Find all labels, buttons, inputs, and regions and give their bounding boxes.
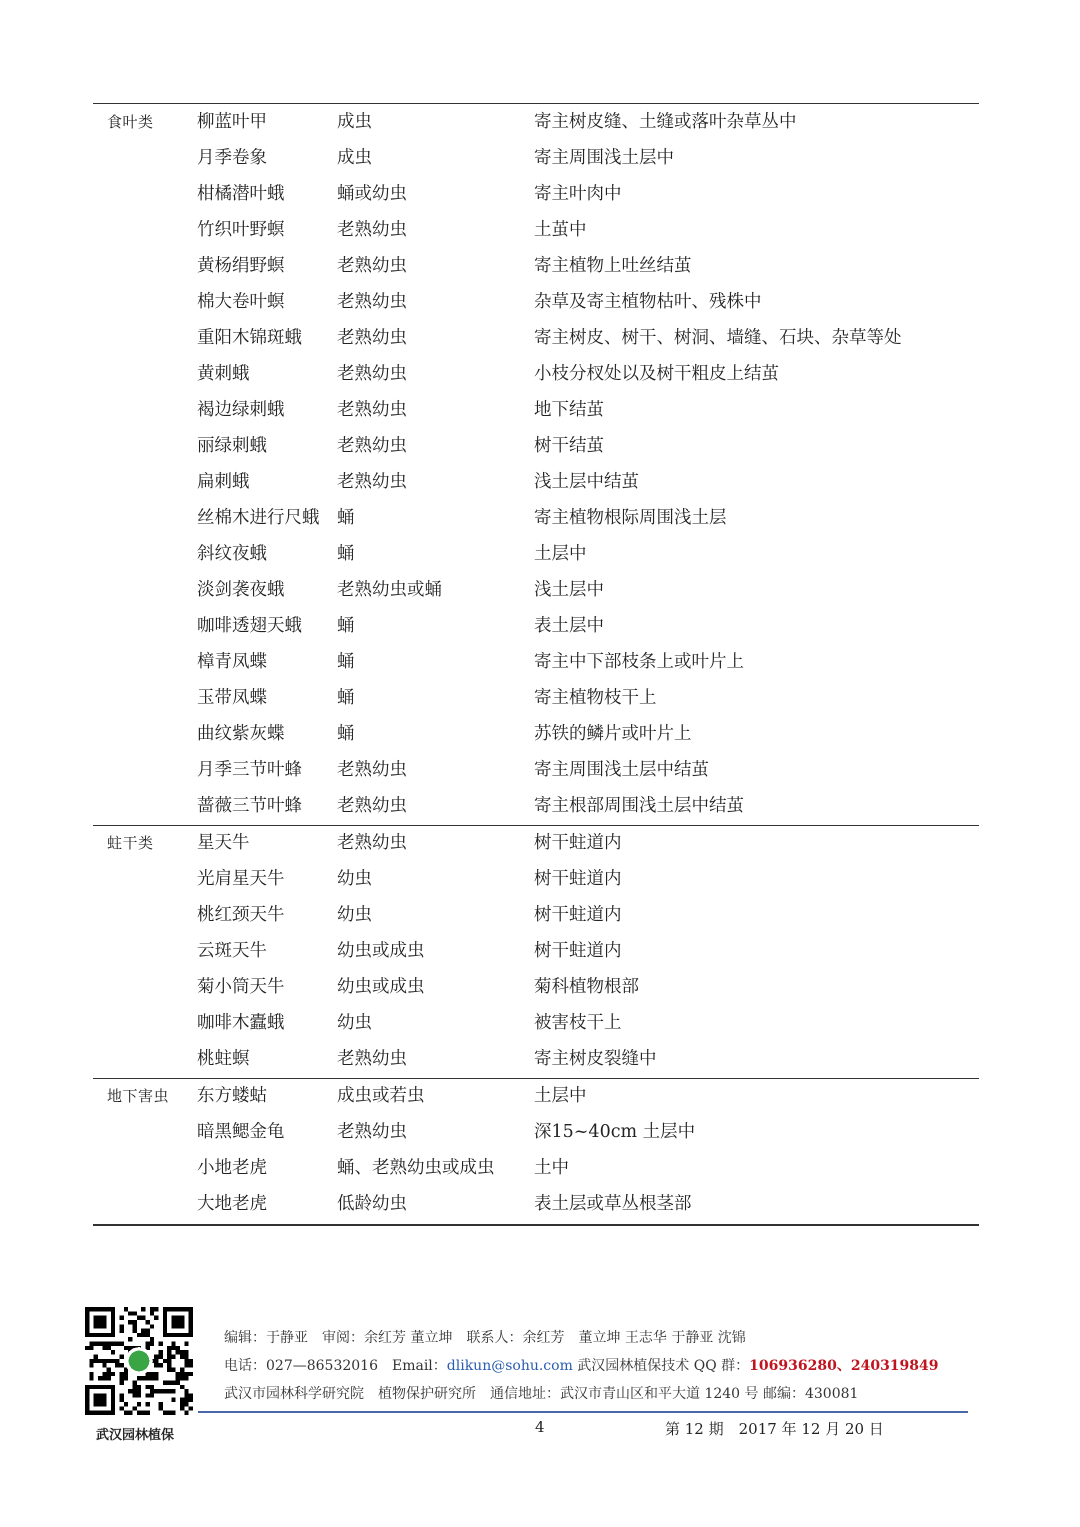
table-row <box>93 464 979 500</box>
overwinter-site: 土层中 <box>534 544 587 564</box>
overwinter-stage: 老熟幼虫 <box>337 1122 407 1142</box>
pest-name: 棉大卷叶螟 <box>197 292 285 312</box>
table-row <box>93 716 979 752</box>
overwinter-stage: 蛹 <box>337 724 355 744</box>
pest-name: 褐边绿刺蛾 <box>197 400 285 420</box>
overwinter-site: 表土层中 <box>534 616 604 636</box>
overwinter-stage: 幼虫 <box>337 1013 372 1033</box>
table-row <box>93 788 979 824</box>
overwinter-stage: 成虫 <box>337 112 372 132</box>
overwinter-stage: 老熟幼虫 <box>337 364 407 384</box>
overwinter-stage: 老熟幼虫 <box>337 760 407 780</box>
category-label: 食叶类 <box>107 113 154 131</box>
table-row <box>93 500 979 536</box>
pest-name: 玉带凤蝶 <box>197 688 267 708</box>
contact-line <box>224 1355 939 1375</box>
table-row <box>93 212 979 248</box>
table-row <box>93 320 979 356</box>
overwinter-site: 树干蛀道内 <box>534 869 622 889</box>
pest-name: 大地老虎 <box>197 1194 267 1214</box>
category-label: 蛀干类 <box>107 834 154 852</box>
table-row <box>93 356 979 392</box>
pest-name: 淡剑袭夜蛾 <box>197 580 285 600</box>
pest-name: 柑橘潜叶蛾 <box>197 184 285 204</box>
page-number: 4 <box>535 1418 545 1436</box>
pest-name: 云斑天牛 <box>197 941 267 961</box>
overwinter-site: 寄主叶肉中 <box>534 184 622 204</box>
overwinter-stage: 老熟幼虫 <box>337 220 407 240</box>
table-row <box>93 392 979 428</box>
overwinter-stage: 老熟幼虫 <box>337 833 407 853</box>
table-row <box>93 536 979 572</box>
overwinter-stage: 成虫或若虫 <box>337 1086 425 1106</box>
overwinter-site: 浅土层中结茧 <box>534 472 639 492</box>
pest-name: 斜纹夜蛾 <box>197 544 267 564</box>
overwinter-site: 寄主树皮裂缝中 <box>534 1049 657 1069</box>
pest-name: 扁刺蛾 <box>197 472 250 492</box>
overwinter-stage: 幼虫或成虫 <box>337 941 425 961</box>
table-row <box>93 933 979 969</box>
table-row <box>93 284 979 320</box>
overwinter-site: 小枝分杈处以及树干粗皮上结茧 <box>534 364 779 384</box>
overwinter-site: 寄主树皮、树干、树洞、墙缝、石块、杂草等处 <box>534 328 902 348</box>
pest-name: 丝棉木进行尺蛾 <box>197 508 320 528</box>
overwinter-site: 树干蛀道内 <box>534 833 622 853</box>
overwinter-stage: 蛹 <box>337 616 355 636</box>
address-line: 武汉市园林科学研究院 植物保护研究所 通信地址：武汉市青山区和平大道 1240 号 邮编：430081 <box>224 1386 859 1402</box>
table-row <box>93 1186 979 1222</box>
overwinter-stage: 蛹 <box>337 688 355 708</box>
pest-name: 菊小筒天牛 <box>197 977 285 997</box>
table-row <box>93 825 979 861</box>
table-row <box>93 680 979 716</box>
qr-label: 武汉园林植保 <box>96 1428 175 1443</box>
overwinter-site: 寄主周围浅土层中 <box>534 148 674 168</box>
pest-name: 星天牛 <box>197 833 250 853</box>
overwinter-site: 深15~40cm 土层中 <box>534 1122 696 1142</box>
pest-name: 暗黑鳃金龟 <box>197 1122 285 1142</box>
overwinter-stage: 成虫 <box>337 148 372 168</box>
overwinter-site: 寄主树皮缝、土缝或落叶杂草丛中 <box>534 112 797 132</box>
overwinter-site: 树干蛀道内 <box>534 941 622 961</box>
pest-name: 咖啡木蠹蛾 <box>197 1013 285 1033</box>
overwinter-stage: 老熟幼虫 <box>337 472 407 492</box>
overwinter-stage: 老熟幼虫 <box>337 328 407 348</box>
pest-name: 曲纹紫灰蝶 <box>197 724 285 744</box>
overwinter-stage: 老熟幼虫或蛹 <box>337 580 442 600</box>
overwinter-stage: 幼虫或成虫 <box>337 977 425 997</box>
overwinter-site: 土中 <box>534 1158 569 1178</box>
overwinter-site: 树干结茧 <box>534 436 604 456</box>
pest-name: 樟青凤蝶 <box>197 652 267 672</box>
table-row <box>93 1078 979 1114</box>
pest-name: 丽绿刺蛾 <box>197 436 267 456</box>
pest-name: 桃红颈天牛 <box>197 905 285 925</box>
overwinter-stage: 幼虫 <box>337 905 372 925</box>
overwinter-stage: 蛹、老熟幼虫或成虫 <box>337 1158 495 1178</box>
category-label: 地下害虫 <box>107 1087 170 1105</box>
issue-info: 第 12 期 2017 年 12 月 20 日 <box>665 1420 884 1438</box>
overwinter-stage: 低龄幼虫 <box>337 1194 407 1214</box>
table-row <box>93 428 979 464</box>
overwinter-site: 地下结茧 <box>534 400 604 420</box>
email-link[interactable]: dlikun@sohu.com <box>446 1358 573 1374</box>
overwinter-site: 菊科植物根部 <box>534 977 639 997</box>
editors-line: 编辑：于静亚 审阅：余红芳 董立坤 联系人：余红芳 董立坤 王志华 于静亚 沈锦 <box>224 1330 746 1346</box>
table-row <box>93 897 979 933</box>
overwinter-site: 表土层或草丛根茎部 <box>534 1194 692 1214</box>
overwinter-stage: 蛹 <box>337 652 355 672</box>
qq-group-label: 武汉园林植保技术 QQ 群： <box>572 1358 750 1374</box>
overwinter-site: 被害枝干上 <box>534 1013 622 1033</box>
phone-email-label: 电话：027—86532016 Email： <box>224 1358 447 1374</box>
overwinter-site: 寄主植物枝干上 <box>534 688 657 708</box>
pest-name: 光肩星天牛 <box>197 869 285 889</box>
overwinter-site: 寄主根部周围浅土层中结茧 <box>534 796 744 816</box>
overwinter-stage: 蛹或幼虫 <box>337 184 407 204</box>
pest-name: 咖啡透翅天蛾 <box>197 616 302 636</box>
footer-divider <box>198 1411 968 1413</box>
table-row <box>93 1005 979 1041</box>
pest-name: 黄刺蛾 <box>197 364 250 384</box>
table-row <box>93 969 979 1005</box>
pest-name: 柳蓝叶甲 <box>197 112 267 132</box>
table-row <box>93 1114 979 1150</box>
overwinter-stage: 老熟幼虫 <box>337 256 407 276</box>
table-row <box>93 608 979 644</box>
pest-name: 小地老虎 <box>197 1158 267 1178</box>
table-row <box>93 861 979 897</box>
pest-name: 黄杨绢野螟 <box>197 256 285 276</box>
overwinter-site: 苏铁的鳞片或叶片上 <box>534 724 692 744</box>
overwinter-stage: 老熟幼虫 <box>337 292 407 312</box>
qr-code <box>85 1307 193 1415</box>
table-row <box>93 140 979 176</box>
overwinter-stage: 老熟幼虫 <box>337 436 407 456</box>
pest-name: 东方蝼蛄 <box>197 1086 267 1106</box>
pest-name: 月季三节叶蜂 <box>197 760 302 780</box>
pest-name: 月季卷象 <box>197 148 267 168</box>
overwinter-site: 土层中 <box>534 1086 587 1106</box>
table-row <box>93 752 979 788</box>
overwinter-site: 寄主植物上吐丝结茧 <box>534 256 692 276</box>
overwinter-stage: 蛹 <box>337 508 355 528</box>
table-rule <box>93 1224 979 1226</box>
overwinter-stage: 幼虫 <box>337 869 372 889</box>
pest-name: 竹织叶野螟 <box>197 220 285 240</box>
overwinter-stage: 老熟幼虫 <box>337 796 407 816</box>
table-row <box>93 104 979 140</box>
overwinter-stage: 老熟幼虫 <box>337 1049 407 1069</box>
table-row <box>93 1150 979 1186</box>
table-row <box>93 176 979 212</box>
overwinter-site: 寄主中下部枝条上或叶片上 <box>534 652 744 672</box>
overwinter-site: 浅土层中 <box>534 580 604 600</box>
table-row <box>93 1041 979 1077</box>
overwinter-site: 土茧中 <box>534 220 587 240</box>
overwinter-site: 寄主周围浅土层中结茧 <box>534 760 709 780</box>
overwinter-stage: 蛹 <box>337 544 355 564</box>
overwinter-stage: 老熟幼虫 <box>337 400 407 420</box>
qq-group-numbers: 106936280、240319849 <box>749 1358 939 1374</box>
pest-name: 桃蛀螟 <box>197 1049 250 1069</box>
table-row <box>93 644 979 680</box>
pest-name: 重阳木锦斑蛾 <box>197 328 302 348</box>
pest-name: 蔷薇三节叶蜂 <box>197 796 302 816</box>
overwinter-site: 寄主植物根际周围浅土层 <box>534 508 727 528</box>
overwinter-site: 杂草及寄主植物枯叶、残株中 <box>534 292 762 312</box>
overwinter-site: 树干蛀道内 <box>534 905 622 925</box>
table-row <box>93 248 979 284</box>
table-row <box>93 572 979 608</box>
